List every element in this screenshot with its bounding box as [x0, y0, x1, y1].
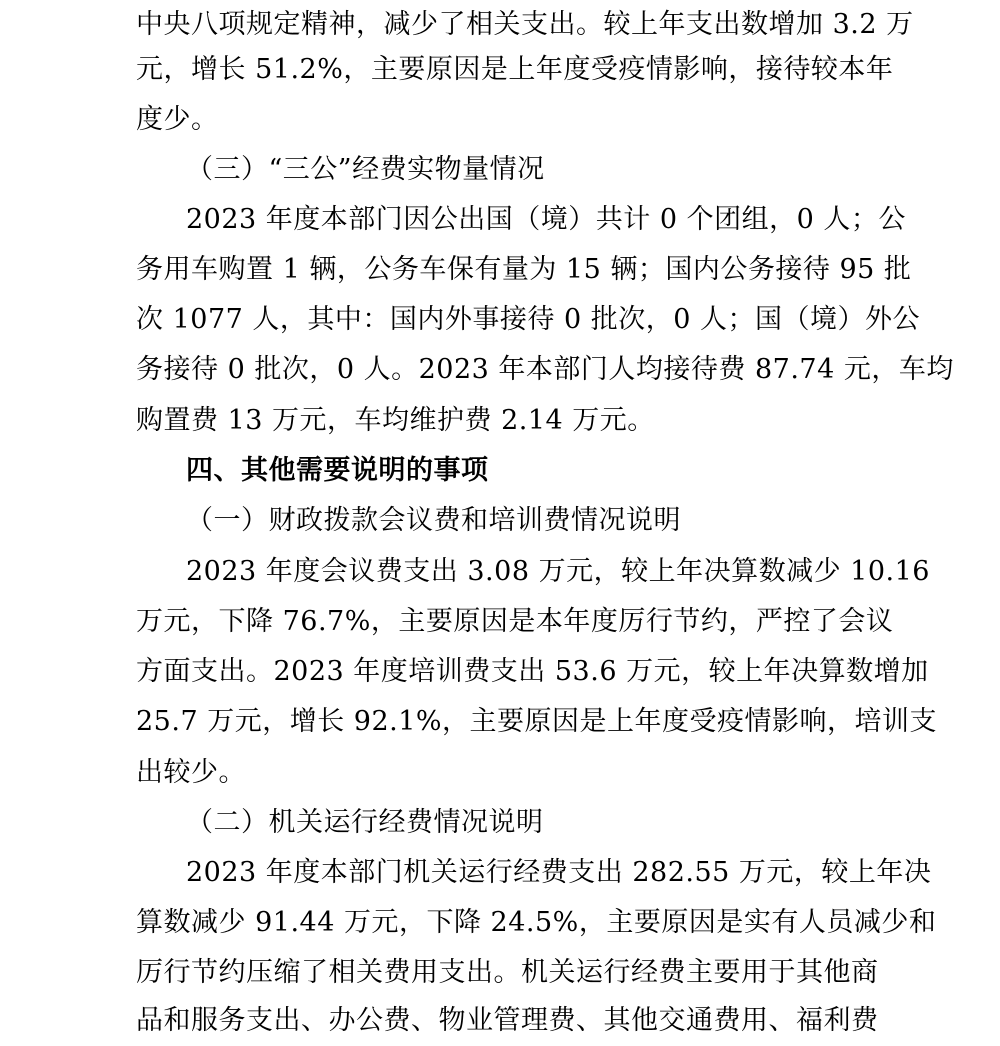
paragraph-line: 方面支出。2023 年度培训费支出 53.6 万元，较上年决算数增加	[136, 656, 929, 687]
paragraph-line: 2023 年度本部门机关运行经费支出 282.55 万元，较上年决	[186, 857, 932, 888]
paragraph-line: 购置费 13 万元，车均维护费 2.14 万元。	[136, 405, 655, 436]
subsection-heading-1: （一）财政拨款会议费和培训费情况说明	[186, 505, 681, 536]
paragraph-line: 算数减少 91.44 万元，下降 24.5%，主要原因是实有人员减少和	[136, 907, 937, 938]
paragraph-line: 出较少。	[136, 757, 246, 788]
paragraph-line: 万元，下降 76.7%，主要原因是本年度厉行节约，严控了会议	[136, 606, 894, 637]
section-heading-4: 四、其他需要说明的事项	[186, 455, 489, 486]
paragraph-line: 元，增长 51.2%，主要原因是上年度受疫情影响，接待较本年	[136, 54, 894, 85]
paragraph-line: 中央八项规定精神，减少了相关支出。较上年支出数增加 3.2 万	[136, 9, 914, 40]
section-heading-3: （三）“三公”经费实物量情况	[186, 154, 545, 185]
paragraph-line: 品和服务支出、办公费、物业管理费、其他交通费用、福利费	[136, 1005, 879, 1036]
paragraph-line: 度少。	[136, 104, 219, 135]
subsection-heading-2: （二）机关运行经费情况说明	[186, 807, 544, 838]
paragraph-line: 厉行节约压缩了相关费用支出。机关运行经费主要用于其他商	[136, 957, 879, 988]
paragraph-line: 2023 年度会议费支出 3.08 万元，较上年决算数减少 10.16	[186, 556, 930, 587]
paragraph-line: 2023 年度本部门因公出国（境）共计 0 个团组，0 人；公	[186, 204, 906, 235]
paragraph-line: 次 1077 人，其中：国内外事接待 0 批次，0 人；国（境）外公	[136, 304, 920, 335]
paragraph-line: 务用车购置 1 辆，公务车保有量为 15 辆；国内公务接待 95 批	[136, 254, 912, 285]
paragraph-line: 25.7 万元，增长 92.1%，主要原因是上年度受疫情影响，培训支	[136, 706, 938, 737]
paragraph-line: 务接待 0 批次，0 人。2023 年本部门人均接待费 87.74 元，车均	[136, 354, 954, 385]
